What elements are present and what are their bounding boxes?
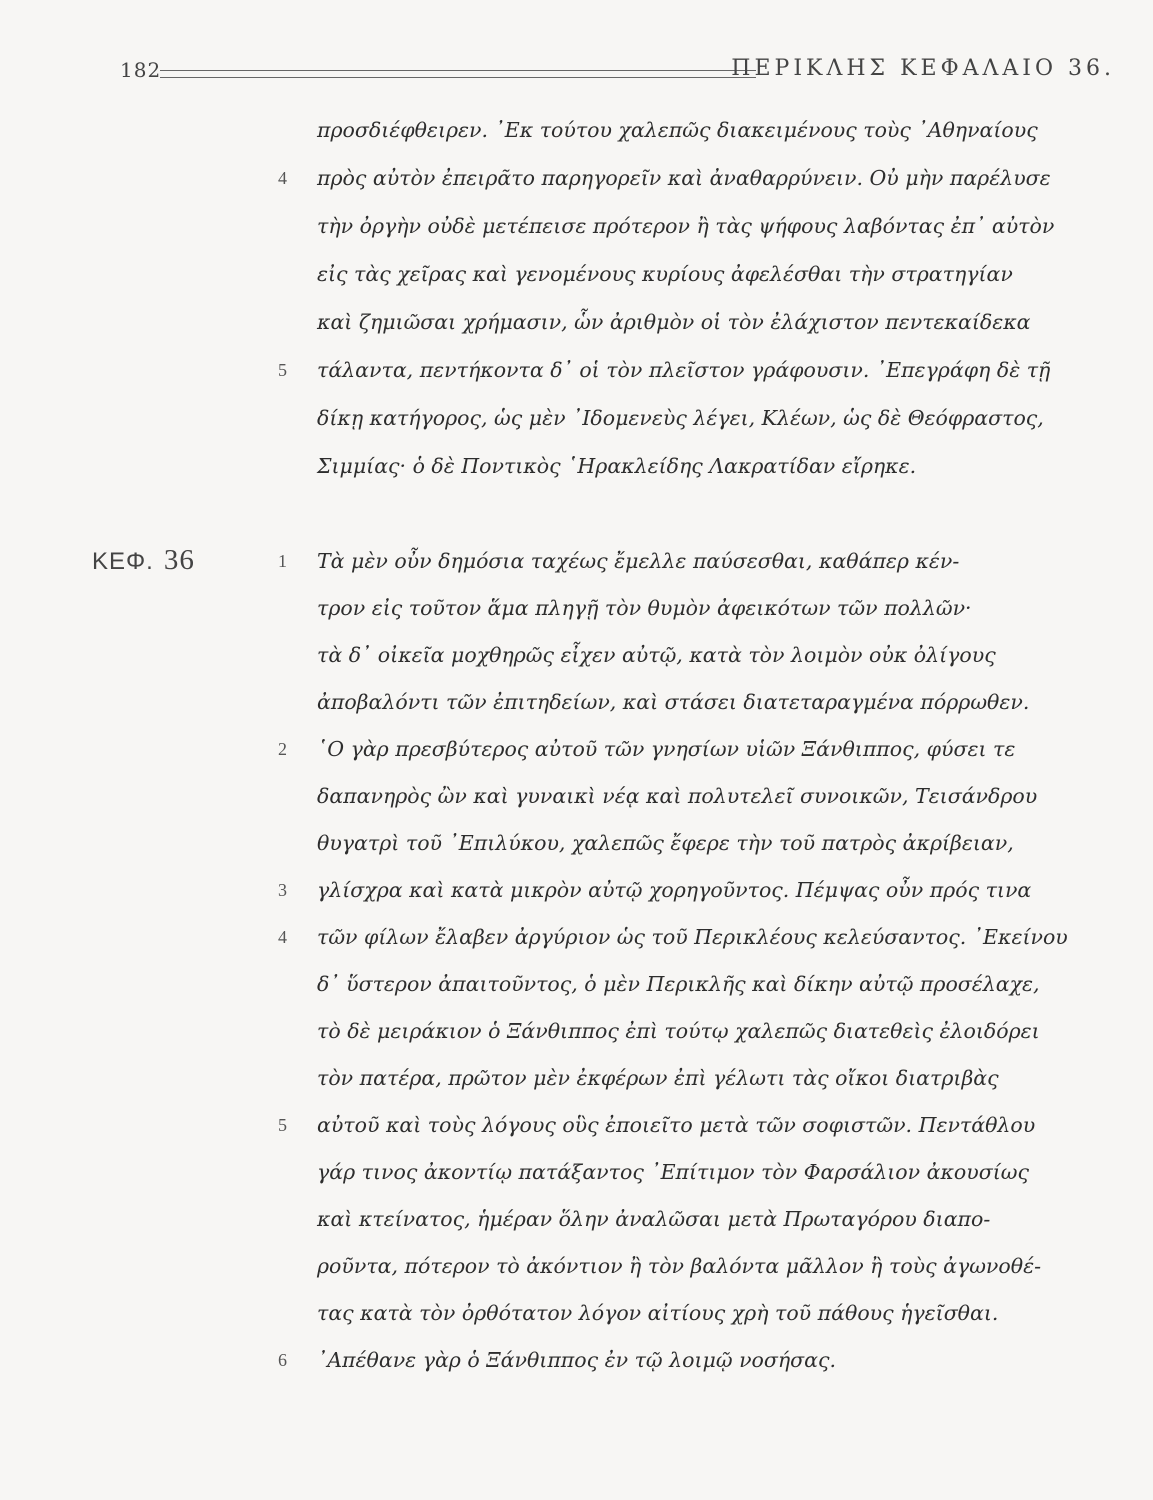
text-line: προσδιέφθειρεν. ᾿Εκ τούτου χαλεπῶς διακειμένους τοὺς ᾿Αθηναίους xyxy=(317,118,1038,142)
line-number: 3 xyxy=(278,880,287,900)
text-line: τὴν ὀργὴν οὐδὲ μετέπεισε πρότερον ἢ τὰς ψήφους λαβόντας ἐπ᾿ αὐτὸν xyxy=(317,214,1055,238)
text-line: τάλαντα, πεντήκοντα δ᾿ οἱ τὸν πλεῖστον γράφουσιν. ᾿Επεγράφη δὲ τῇ xyxy=(317,358,1051,382)
text-line: γάρ τινος ἀκοντίῳ πατάξαντος ᾿Επίτιμον τὸν Φαρσάλιον ἀκουσίως xyxy=(317,1160,1029,1184)
text-line: τῶν φίλων ἔλαβεν ἀργύριον ὡς τοῦ Περικλέους κελεύσαντος. ᾿Εκείνου xyxy=(317,925,1068,949)
line-number xyxy=(278,819,300,867)
text-line: δαπανηρὸς ὢν καὶ γυναικὶ νέᾳ καὶ πολυτελεῖ συνοικῶν, Τεισάνδρου xyxy=(317,784,1038,808)
line-number xyxy=(278,960,300,1008)
page-header xyxy=(110,54,1115,86)
line-number: 4 xyxy=(278,168,287,188)
line-number xyxy=(278,772,300,820)
line-number xyxy=(278,1054,300,1102)
line-number xyxy=(278,202,300,250)
header-rule xyxy=(160,70,756,78)
text-line: ῾Ο γὰρ πρεσβύτερος αὐτοῦ τῶν γνησίων υἱῶν Ξάνθιππος, φύσει τε xyxy=(317,737,1016,761)
line-number xyxy=(278,1195,300,1243)
chapter-abbrev: ΚΕΦ. xyxy=(92,548,154,575)
text-line: ἀποβαλόντι τῶν ἐπιτηδείων, καὶ στάσει διατεταραγμένα πόρρωθεν. xyxy=(317,690,1030,714)
text-line: αὐτοῦ καὶ τοὺς λόγους οὓς ἐποιεῖτο μετὰ τῶν σοφιστῶν. Πεντάθλου xyxy=(317,1113,1036,1137)
line-number xyxy=(278,1148,300,1196)
line-number xyxy=(278,250,300,298)
line-number xyxy=(278,1007,300,1055)
running-title: ΠΕΡΙΚΛΗΣ ΚΕΦΑΛΑΙΟ 36. xyxy=(731,56,1115,81)
text-line: πρὸς αὐτὸν ἐπειρᾶτο παρηγορεῖν καὶ ἀναθαρρύνειν. Οὐ μὴν παρέλυσε xyxy=(317,166,1051,190)
text-line: ροῦντα, πότερον τὸ ἀκόντιον ἢ τὸν βαλόντα μᾶλλον ἢ τοὺς ἀγωνοθέ- xyxy=(317,1254,1042,1278)
line-number xyxy=(278,298,300,346)
text-line: τρον εἰς τοῦτον ἅμα πληγῇ τὸν θυμὸν ἀφεικότων τῶν πολλῶν· xyxy=(317,596,972,620)
text-line: δ᾿ ὕστερον ἀπαιτοῦντος, ὁ μὲν Περικλῆς καὶ δίκην αὐτῷ προσέλαχε, xyxy=(317,972,1040,996)
text-line: τὸν πατέρα, πρῶτον μὲν ἐκφέρων ἐπὶ γέλωτι τὰς οἴκοι διατριβὰς xyxy=(317,1066,999,1090)
text-line: γλίσχρα καὶ κατὰ μικρὸν αὐτῷ χορηγοῦντος. Πέμψας οὖν πρός τινα xyxy=(317,878,1032,902)
chapter-label xyxy=(92,540,195,580)
page-number: 182 xyxy=(120,58,162,82)
line-number xyxy=(278,442,300,490)
text-line: δίκῃ κατήγορος, ὡς μὲν ᾿Ιδομενεὺς λέγει, Κλέων, ὡς δὲ Θεόφραστος, xyxy=(317,406,1044,430)
line-number xyxy=(278,584,300,632)
text-line: Σιμμίας· ὁ δὲ Ποντικὸς ῾Ηρακλείδης Λακρατίδαν εἴρηκε. xyxy=(317,454,917,478)
line-number xyxy=(278,1289,300,1337)
text-line: τὰ δ᾿ οἰκεῖα μοχθηρῶς εἶχεν αὐτῷ, κατὰ τὸν λοιμὸν οὐκ ὀλίγους xyxy=(317,643,996,667)
text-line: τας κατὰ τὸν ὀρθότατον λόγον αἰτίους χρὴ τοῦ πάθους ἡγεῖσθαι. xyxy=(317,1301,999,1325)
line-number xyxy=(278,678,300,726)
text-line: εἰς τὰς χεῖρας καὶ γενομένους κυρίους ἀφελέσθαι τὴν στρατηγίαν xyxy=(317,262,1013,286)
text-line: καὶ ζημιῶσαι χρήμασιν, ὧν ἀριθμὸν οἱ τὸν ἐλάχιστον πεντεκαίδεκα xyxy=(317,310,1031,334)
line-number: 1 xyxy=(278,551,287,571)
line-number xyxy=(278,631,300,679)
line-number xyxy=(278,1242,300,1290)
text-line: θυγατρὶ τοῦ ᾿Επιλύκου, χαλεπῶς ἔφερε τὴν τοῦ πατρὸς ἀκρίβειαν, xyxy=(317,831,1014,855)
line-number: 6 xyxy=(278,1350,287,1370)
line-number: 5 xyxy=(278,360,287,380)
text-line: καὶ κτείνατος, ἡμέραν ὅλην ἀναλῶσαι μετὰ Πρωταγόρου διαπο- xyxy=(317,1207,991,1231)
line-number: 5 xyxy=(278,1115,287,1135)
text-line: Τὰ μὲν οὖν δημόσια ταχέως ἔμελλε παύσεσθαι, καθάπερ κέν- xyxy=(317,549,960,573)
line-number xyxy=(278,394,300,442)
line-number xyxy=(278,106,300,154)
line-number: 2 xyxy=(278,739,287,759)
chapter-number: 36 xyxy=(163,544,195,576)
text-line: τὸ δὲ μειράκιον ὁ Ξάνθιππος ἐπὶ τούτῳ χαλεπῶς διατεθεὶς ἐλοιδόρει xyxy=(317,1019,1040,1043)
text-line: ᾿Απέθανε γὰρ ὁ Ξάνθιππος ἐν τῷ λοιμῷ νοσήσας. xyxy=(317,1348,837,1372)
line-number: 4 xyxy=(278,927,287,947)
